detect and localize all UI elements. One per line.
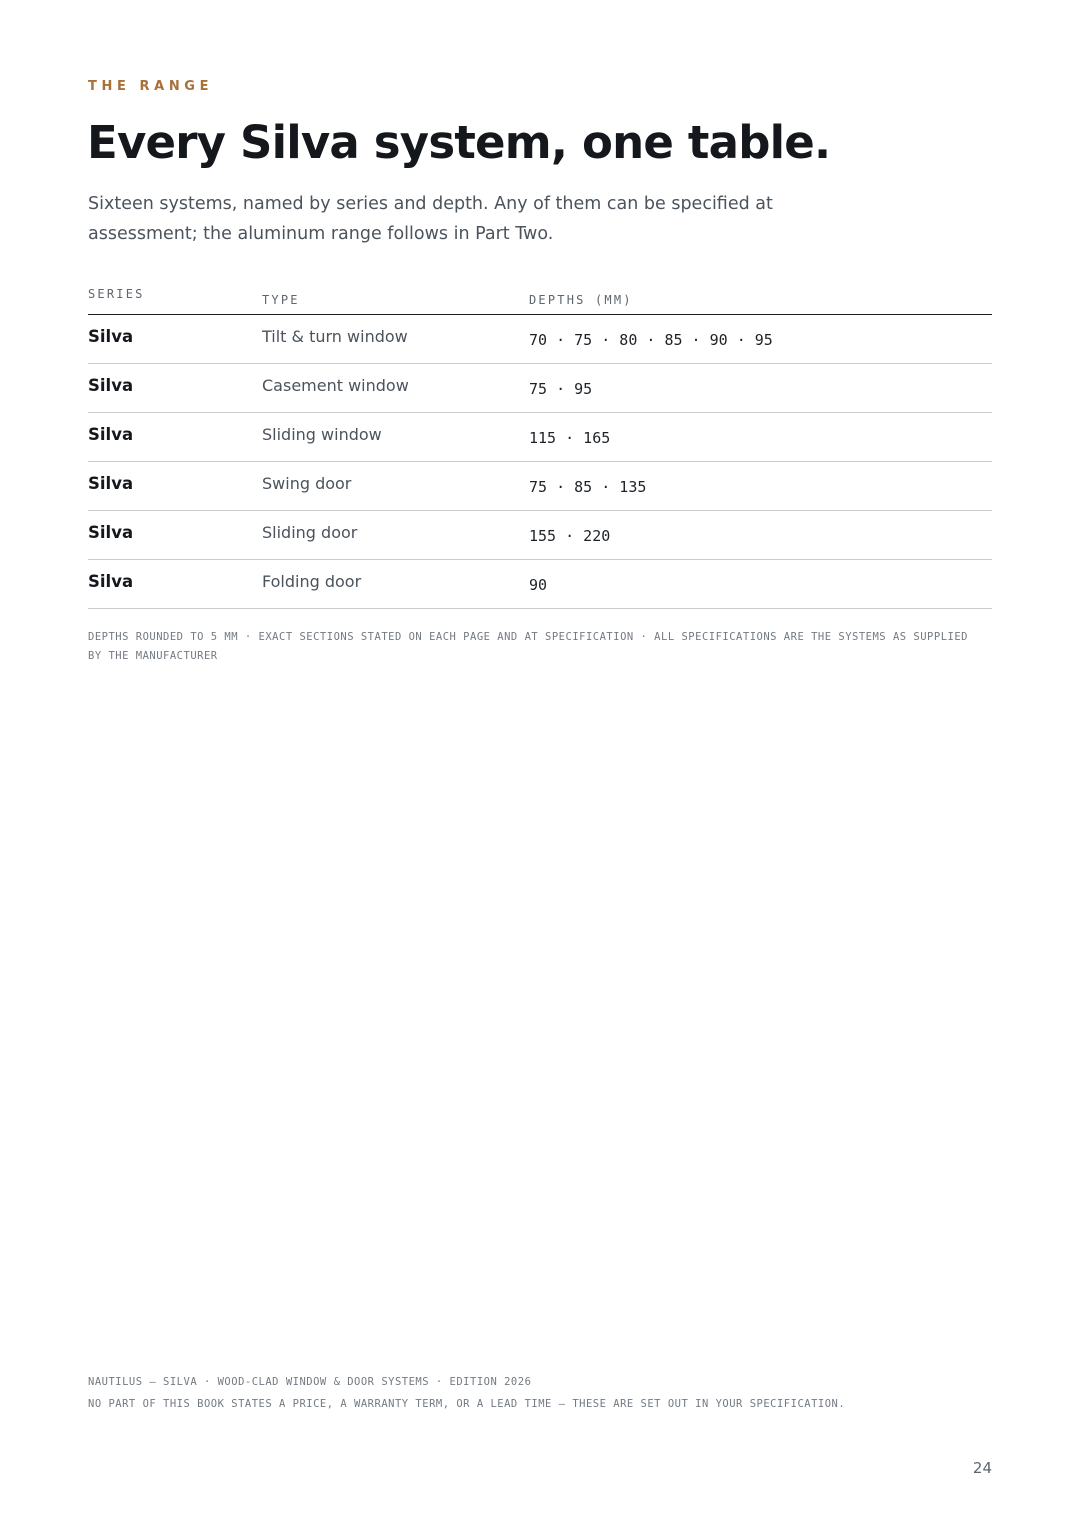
intro-paragraph: Sixteen systems, named by series and depth. Any of them can be specified at assessment; the aluminum range follows in Part Two. bbox=[88, 194, 773, 244]
cell-series: Silva bbox=[88, 327, 134, 346]
section-eyebrow: THE RANGE bbox=[88, 79, 214, 94]
footer-line-disclaimer: NO PART OF THIS BOOK STATES A PRICE, A WARRANTY TERM, OR A LEAD TIME — THESE ARE SET OUT IN YOUR SPECIFICATION. bbox=[88, 1398, 846, 1410]
cell-type: Casement window bbox=[262, 376, 409, 395]
cell-type: Sliding window bbox=[262, 425, 382, 444]
cell-type: Tilt & turn window bbox=[262, 327, 408, 346]
cell-depths: 155 · 220 bbox=[529, 527, 611, 545]
cell-type: Folding door bbox=[262, 572, 362, 591]
table-row bbox=[88, 560, 992, 609]
cell-type: Sliding door bbox=[262, 523, 358, 542]
cell-series: Silva bbox=[88, 523, 134, 542]
header-type: TYPE bbox=[262, 293, 300, 307]
table-header bbox=[88, 282, 992, 315]
systems-table bbox=[88, 282, 992, 609]
table-row bbox=[88, 413, 992, 462]
page-number: 24 bbox=[972, 1459, 992, 1477]
cell-depths: 75 · 85 · 135 bbox=[529, 478, 647, 496]
page-footer bbox=[88, 1371, 845, 1415]
cell-series: Silva bbox=[88, 572, 134, 591]
table-footnote: DEPTHS ROUNDED TO 5 MM · EXACT SECTIONS STATED ON EACH PAGE AND AT SPECIFICATION · ALL SPECIFICATIONS ARE THE SYSTEMS AS SUPPLIED BY THE MANUFACTURER bbox=[88, 631, 968, 662]
table-row bbox=[88, 364, 992, 413]
table-row bbox=[88, 462, 992, 511]
cell-depths: 115 · 165 bbox=[529, 429, 611, 447]
header-series: SERIES bbox=[88, 287, 145, 301]
cell-series: Silva bbox=[88, 425, 134, 444]
cell-depths: 70 · 75 · 80 · 85 · 90 · 95 bbox=[529, 331, 773, 349]
table-row bbox=[88, 511, 992, 560]
cell-series: Silva bbox=[88, 376, 134, 395]
header-depths: DEPTHS (MM) bbox=[529, 293, 633, 307]
cell-series: Silva bbox=[88, 474, 134, 493]
table-row bbox=[88, 315, 992, 364]
page-title: Every Silva system, one table. bbox=[87, 116, 831, 169]
cell-depths: 90 bbox=[529, 576, 548, 594]
cell-depths: 75 · 95 bbox=[529, 380, 593, 398]
footer-line-publication: NAUTILUS — SILVA · WOOD-CLAD WINDOW & DOOR SYSTEMS · EDITION 2026 bbox=[88, 1376, 532, 1388]
cell-type: Swing door bbox=[262, 474, 352, 493]
